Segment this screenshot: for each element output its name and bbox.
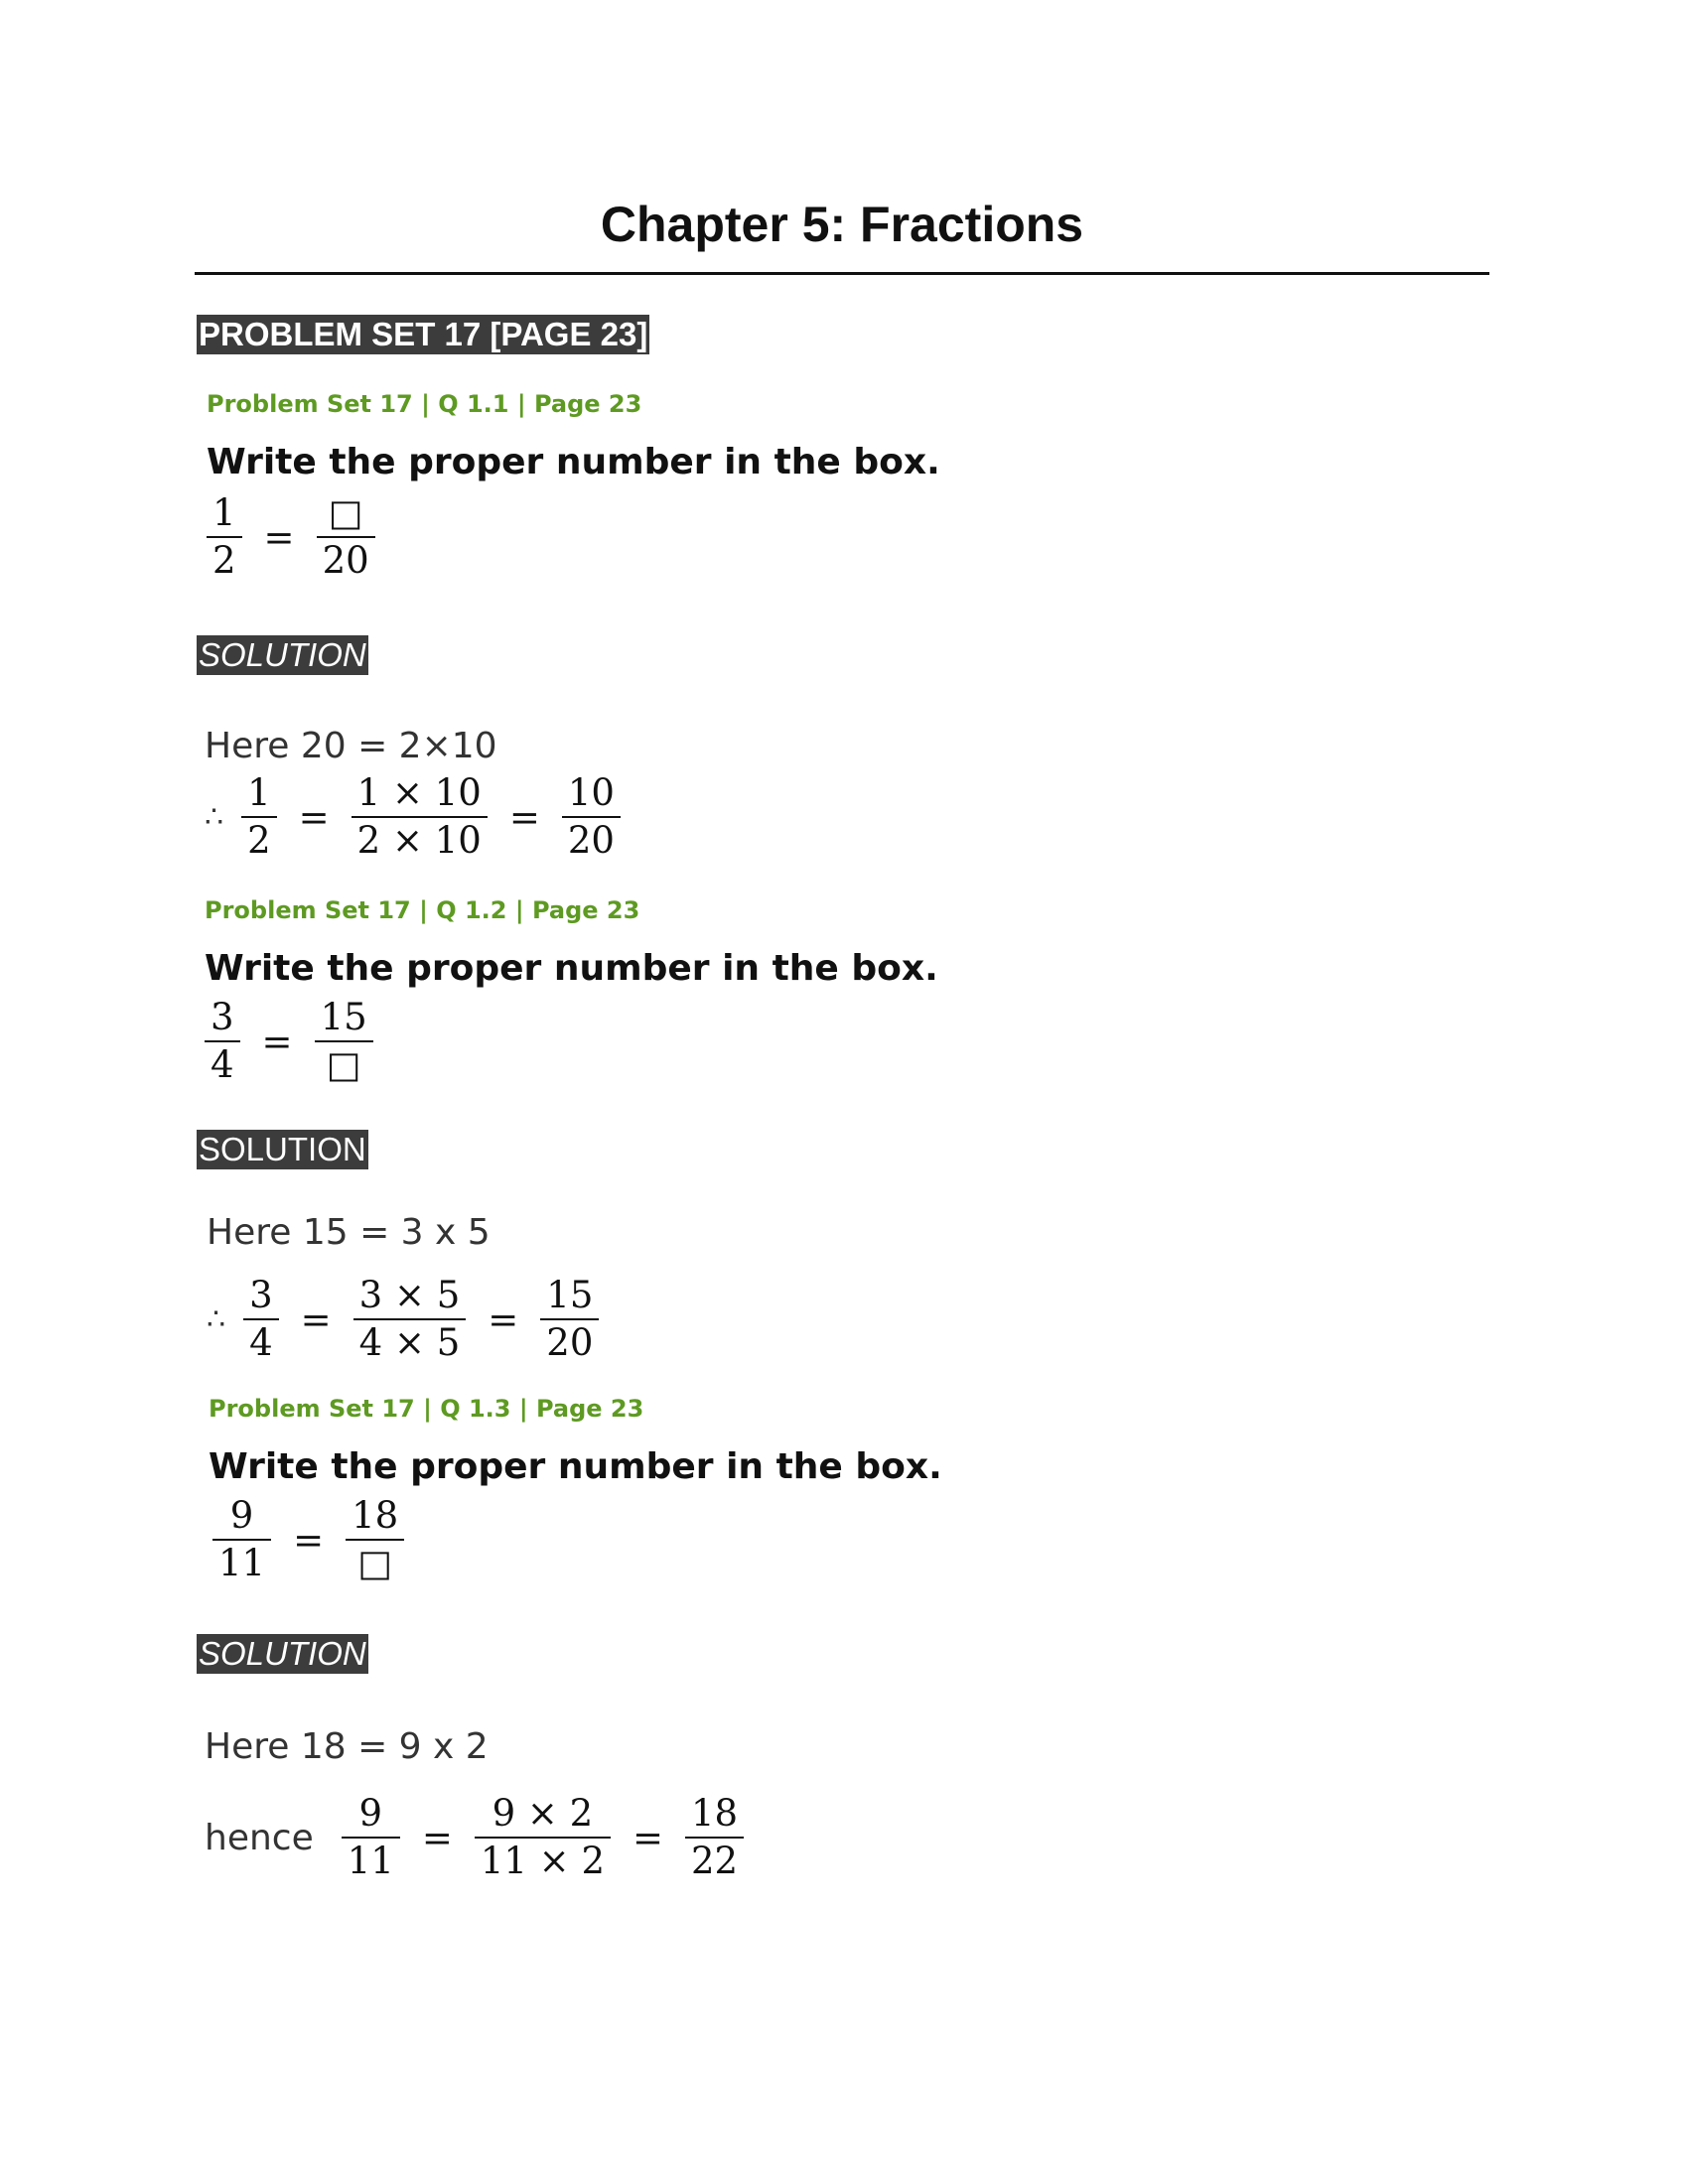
- denominator: 20: [567, 819, 615, 862]
- section-banner: PROBLEM SET 17 [PAGE 23]: [199, 316, 648, 352]
- numerator: 9: [358, 1792, 383, 1835]
- fraction: [315, 995, 373, 1088]
- solution-banner: SOLUTION: [199, 1131, 366, 1167]
- fraction: [685, 1791, 744, 1884]
- solution-banner: SOLUTION: [199, 636, 366, 673]
- solution-here-text: Here 18 = 9 x 2: [205, 1726, 489, 1767]
- hence-word: hence: [205, 1817, 314, 1858]
- question-equation: [199, 490, 383, 584]
- numerator: 1: [247, 771, 271, 814]
- numerator: 1: [212, 491, 236, 534]
- fraction: [317, 490, 375, 584]
- equals-sign: =: [488, 1297, 519, 1341]
- denominator: 20: [546, 1321, 594, 1364]
- numerator: 15: [320, 996, 367, 1038]
- question-label: Problem Set 17 | Q 1.1 | Page 23: [207, 390, 642, 418]
- solution-equation: [207, 1273, 607, 1366]
- equals-sign: =: [293, 1518, 325, 1562]
- question-instruction: Write the proper number in the box.: [205, 948, 938, 989]
- fraction: [207, 490, 242, 584]
- therefore-symbol: ∴: [207, 1301, 226, 1337]
- numerator: 3: [211, 996, 234, 1038]
- fraction: [353, 1273, 467, 1366]
- question-instruction: Write the proper number in the box.: [209, 1446, 942, 1487]
- denominator: 4 × 5: [358, 1321, 461, 1364]
- fraction: [205, 995, 240, 1088]
- equals-sign: =: [300, 1297, 332, 1341]
- denominator: 11: [347, 1840, 394, 1882]
- denominator: 2: [247, 819, 271, 862]
- numerator: 3 × 5: [358, 1274, 461, 1316]
- question-equation: [197, 995, 381, 1088]
- numerator: 9 × 2: [492, 1792, 594, 1835]
- solution-equation: [205, 1791, 752, 1884]
- answer-box: □: [357, 1542, 393, 1584]
- denominator: 4: [249, 1321, 273, 1364]
- fraction: [243, 1273, 279, 1366]
- denominator: 22: [691, 1840, 739, 1882]
- denominator: 20: [322, 539, 369, 582]
- numerator: 1 × 10: [356, 771, 482, 814]
- numerator: 10: [567, 771, 615, 814]
- equals-sign: =: [508, 795, 540, 839]
- fraction: [475, 1791, 611, 1884]
- denominator: 11 × 2: [480, 1840, 605, 1882]
- equals-sign: =: [633, 1816, 664, 1859]
- fraction: [241, 770, 277, 864]
- equals-sign: =: [298, 795, 330, 839]
- numerator: 9: [229, 1494, 254, 1537]
- question-equation: [205, 1493, 412, 1586]
- numerator: 3: [249, 1274, 273, 1316]
- equals-sign: =: [421, 1816, 453, 1859]
- fraction: [212, 1493, 271, 1586]
- numerator: 15: [546, 1274, 594, 1316]
- denominator: 4: [211, 1043, 234, 1086]
- equals-sign: =: [261, 1020, 293, 1063]
- fraction: [562, 770, 621, 864]
- numerator: 18: [691, 1792, 739, 1835]
- therefore-symbol: ∴: [205, 799, 224, 835]
- solution-here-text: Here 15 = 3 x 5: [207, 1212, 491, 1253]
- solution-equation: [205, 770, 629, 864]
- page-title: Chapter 5: Fractions: [600, 197, 1084, 252]
- denominator: 2: [212, 539, 236, 582]
- equals-sign: =: [263, 515, 295, 559]
- question-instruction: Write the proper number in the box.: [207, 442, 940, 482]
- question-label: Problem Set 17 | Q 1.3 | Page 23: [209, 1395, 644, 1423]
- fraction: [346, 1493, 404, 1586]
- title-divider: [195, 272, 1489, 275]
- denominator: 2 × 10: [356, 819, 482, 862]
- solution-here-text: Here 20 = 2×10: [205, 726, 497, 766]
- fraction: [352, 770, 488, 864]
- answer-box: □: [326, 1043, 361, 1086]
- solution-banner: SOLUTION: [199, 1635, 366, 1672]
- fraction: [342, 1791, 400, 1884]
- denominator: 11: [218, 1542, 266, 1584]
- question-label: Problem Set 17 | Q 1.2 | Page 23: [205, 896, 640, 924]
- answer-box: □: [328, 491, 363, 534]
- fraction: [540, 1273, 599, 1366]
- numerator: 18: [352, 1494, 399, 1537]
